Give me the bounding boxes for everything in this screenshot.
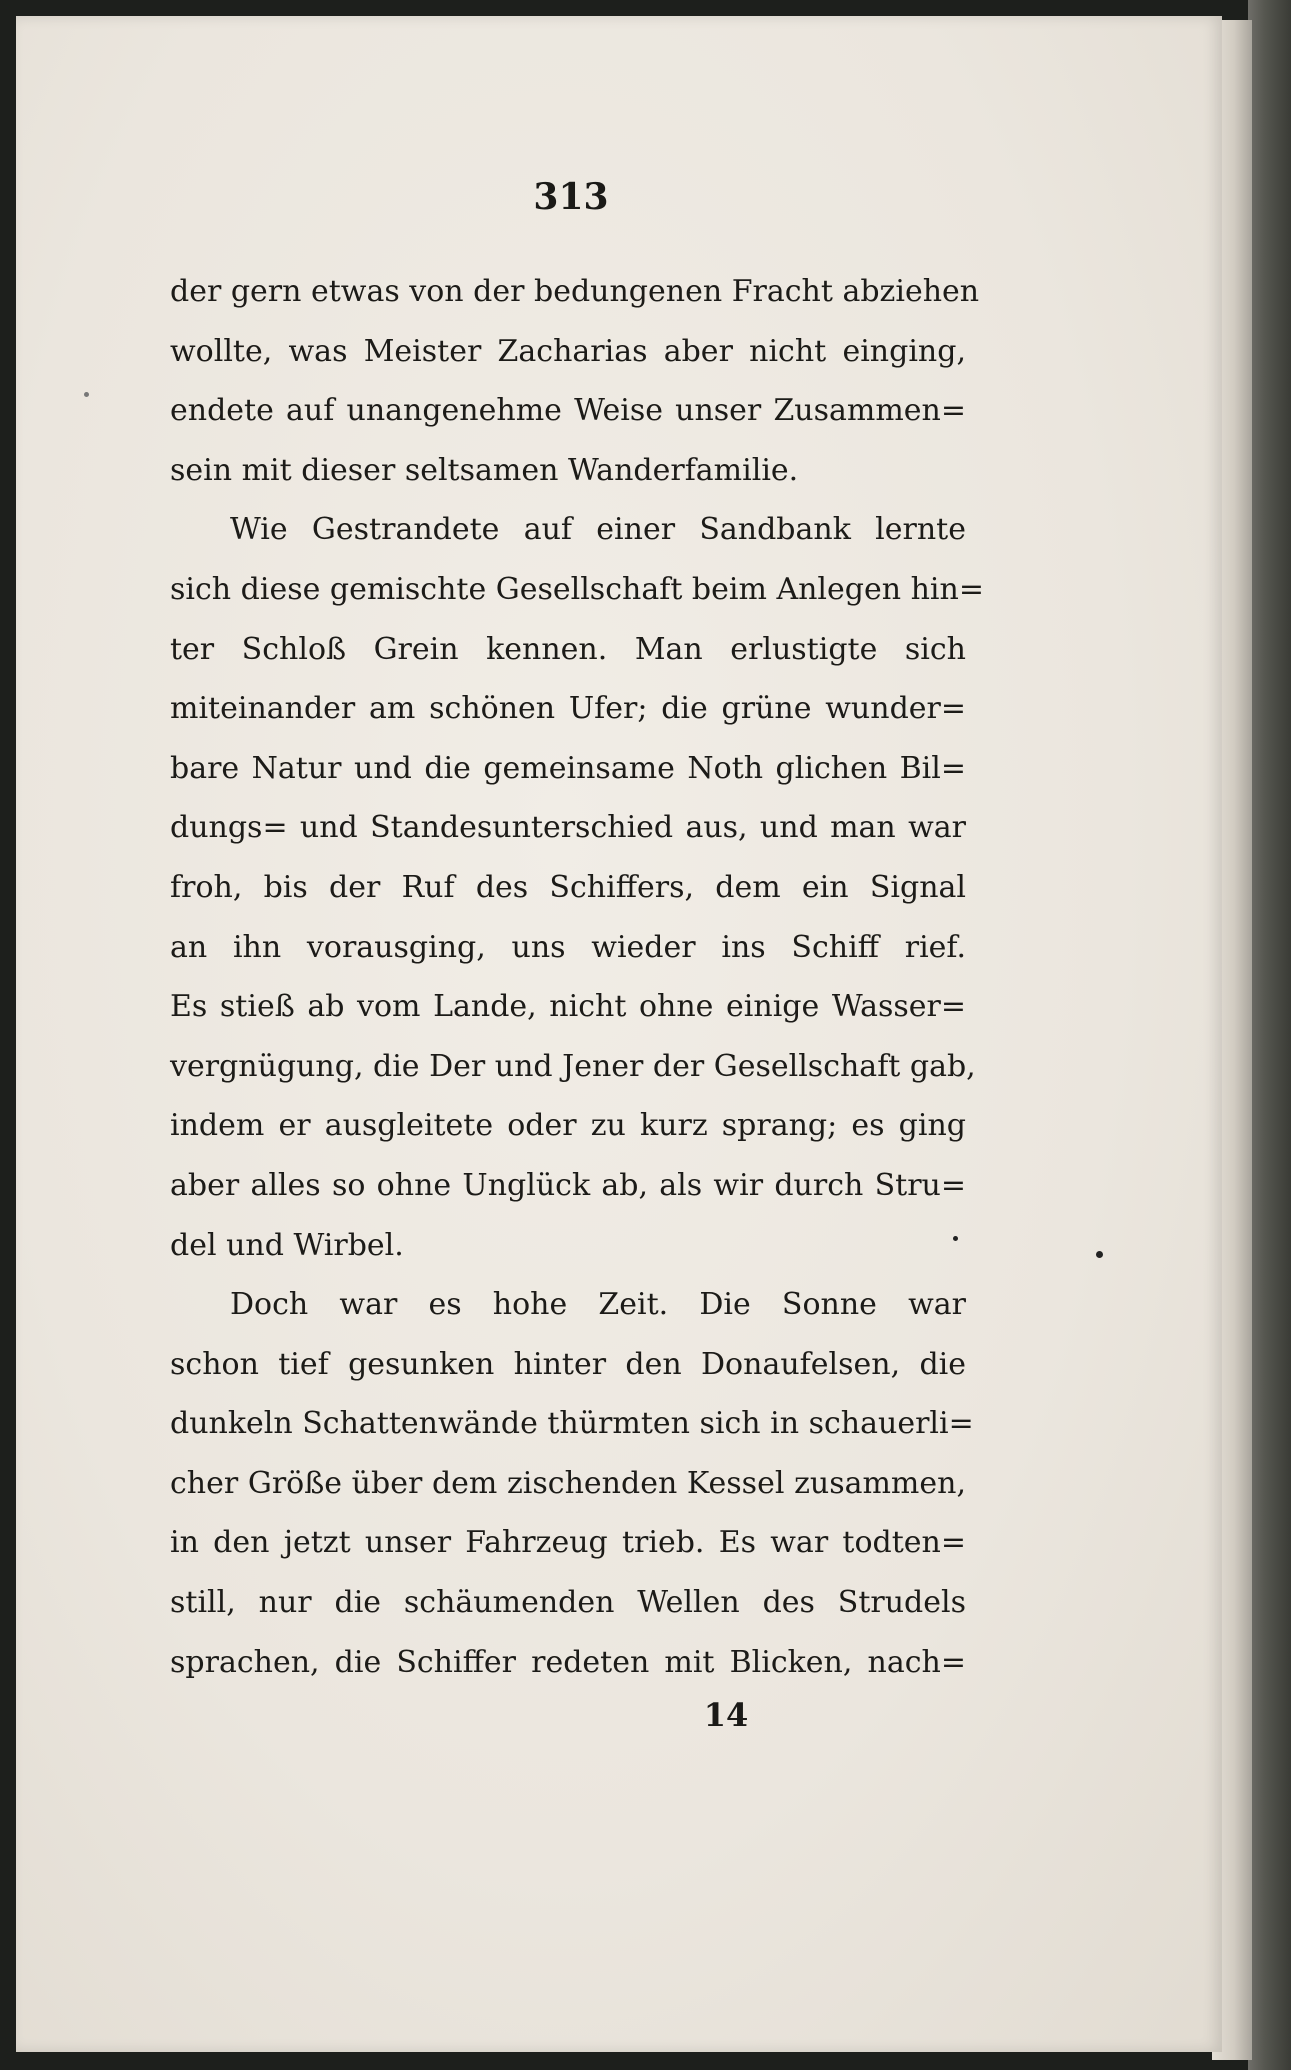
- text-line: sein mit dieser seltsamen Wanderfamilie.: [170, 452, 799, 488]
- ink-speck: [84, 392, 89, 397]
- text-line: sich diese gemischte Gesellschaft beim Anlegen hin=: [170, 571, 984, 607]
- text-line: wollte, was Meister Zacharias aber nicht einging,: [170, 333, 966, 369]
- text-line: der gern etwas von der bedungenen Fracht abziehen: [170, 274, 980, 309]
- ink-speck: [1096, 1251, 1103, 1258]
- text-line: dungs= und Standesunterschied aus, und man war: [170, 810, 966, 846]
- book-spine: [1248, 0, 1291, 2070]
- text-line: vergnügung, die Der und Jener der Gesellschaft gab,: [170, 1048, 976, 1084]
- page-number: 313: [533, 176, 609, 218]
- text-line: sprachen, die Schiffer redeten mit Blicken, nach=: [170, 1644, 966, 1680]
- book-page: [16, 16, 1222, 2052]
- text-line: bare Natur und die gemeinsame Noth glichen Bil=: [170, 750, 966, 786]
- ink-speck: [953, 1236, 958, 1241]
- body-text: [170, 262, 984, 1692]
- text-line: schon tief gesunken hinter den Donaufelsen, die: [170, 1346, 966, 1382]
- text-line: aber alles so ohne Unglück ab, als wir durch Stru=: [170, 1167, 966, 1203]
- text-line: Wie Gestrandete auf einer Sandbank lernte: [230, 512, 966, 548]
- text-line: an ihn vorausging, uns wieder ins Schiff rief.: [170, 929, 966, 965]
- text-line: Es stieß ab vom Lande, nicht ohne einige Wasser=: [170, 989, 966, 1025]
- text-line: miteinander am schönen Ufer; die grüne wunder=: [170, 691, 966, 727]
- text-line: Doch war es hohe Zeit. Die Sonne war: [230, 1287, 966, 1323]
- text-line: indem er ausgleitete oder zu kurz sprang; es ging: [170, 1108, 966, 1144]
- signature-mark: 14: [703, 1696, 749, 1734]
- text-line: cher Größe über dem zischenden Kessel zusammen,: [170, 1465, 966, 1501]
- text-line: endete auf unangenehme Weise unser Zusammen=: [170, 393, 966, 429]
- text-line: del und Wirbel.: [170, 1227, 404, 1263]
- text-line: dunkeln Schattenwände thürmten sich in schauerli=: [170, 1406, 974, 1442]
- text-line: froh, bis der Ruf des Schiffers, dem ein Signal: [170, 869, 966, 905]
- text-line: in den jetzt unser Fahrzeug trieb. Es war todten=: [170, 1525, 966, 1561]
- text-line: still, nur die schäumenden Wellen des Strudels: [170, 1585, 966, 1621]
- text-line: ter Schloß Grein kennen. Man erlustigte sich: [170, 631, 966, 667]
